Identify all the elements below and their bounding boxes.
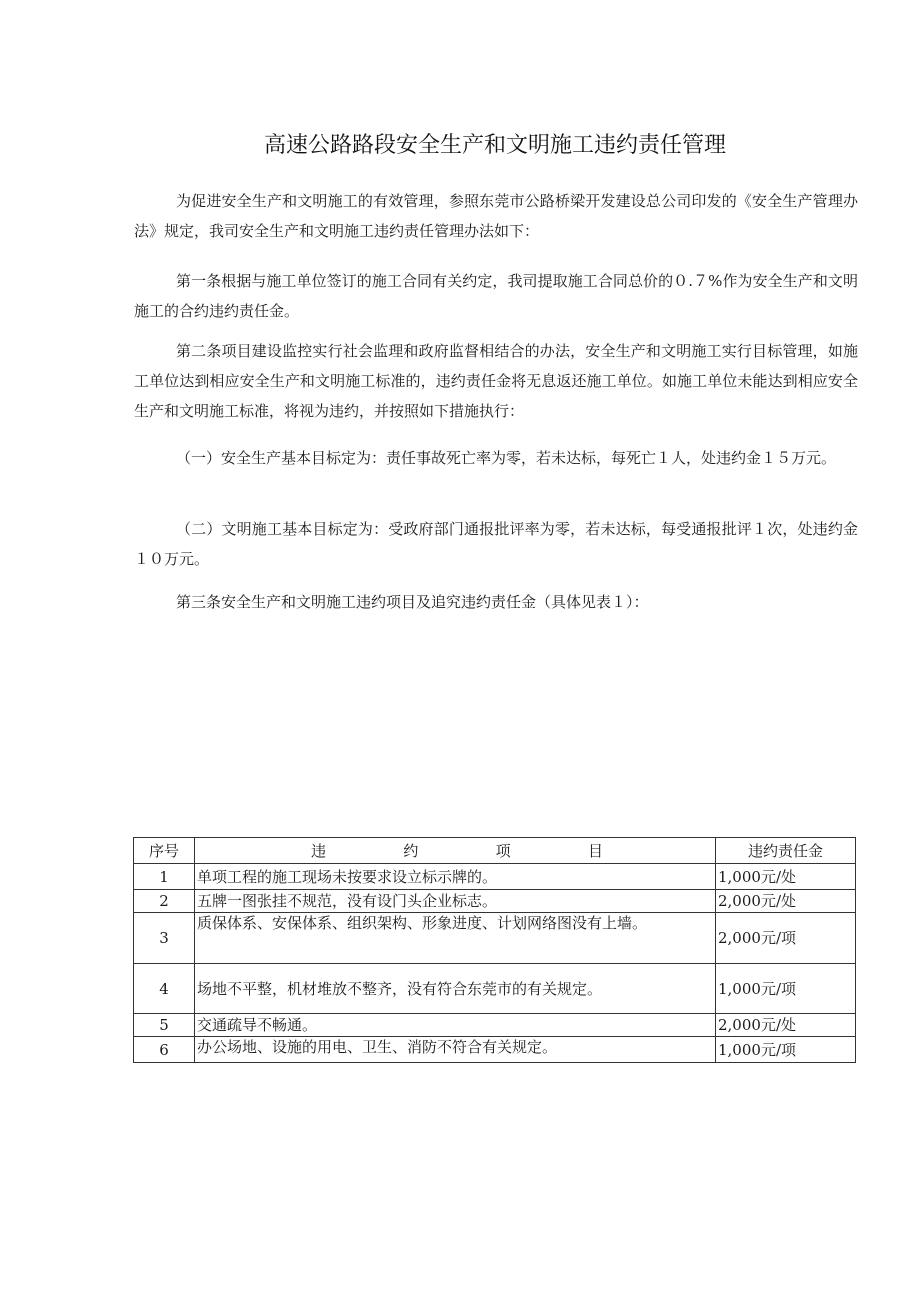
table-row (134, 1014, 856, 1037)
header-item-char: 约 (403, 841, 419, 860)
row-fee: 2,000元/处 (716, 890, 856, 913)
row-item: 五牌一图张挂不规范，没有设门头企业标志。 (195, 890, 716, 913)
row-fee: 1,000元/处 (716, 864, 856, 890)
table-row (134, 1037, 856, 1063)
row-no: 5 (134, 1014, 195, 1037)
row-item: 交通疏导不畅通。 (195, 1014, 716, 1037)
article-2-paragraph: 第二条项目建设监控实行社会监理和政府监督相结合的办法，安全生产和文明施工实行目标管理，如施工单位达到相应安全生产和文明施工标准的，违约责任金将无息返还施工单位。如施工单位未能达到相应安全生产和文明施工标准，将视为违约，并按照如下措施执行： (134, 342, 858, 420)
row-fee: 1,000元/项 (716, 964, 856, 1014)
row-item: 单项工程的施工现场未按要求设立标示牌的。 (195, 864, 716, 890)
row-no: 6 (134, 1037, 195, 1063)
row-no: 4 (134, 964, 195, 1014)
intro-paragraph: 为促进安全生产和文明施工的有效管理，参照东莞市公路桥梁开发建设总公司印发的《安全生产管理办法》规定，我司安全生产和文明施工违约责任管理办法如下： (134, 192, 858, 240)
article-1-paragraph: 第一条根据与施工单位签订的施工合同有关约定，我司提取施工合同总价的０.７%作为安全生产和文明施工的合约违约责任金。 (134, 272, 858, 320)
row-no: 3 (134, 913, 195, 964)
header-item-char: 项 (495, 841, 511, 860)
row-fee: 1,000元/项 (716, 1037, 856, 1063)
table-row (134, 913, 856, 964)
table-row (134, 864, 856, 890)
table-header-row (134, 838, 856, 864)
violation-table (133, 837, 856, 1063)
table-row (134, 890, 856, 913)
row-fee: 2,000元/项 (716, 913, 856, 964)
row-item: 质保体系、安保体系、组织架构、形象进度、计划网络图没有上墙。 (195, 913, 716, 964)
header-item-char: 目 (587, 841, 603, 860)
header-fee: 违约责任金 (716, 838, 856, 864)
header-item-char: 违 (311, 841, 327, 860)
document-title: 高速公路路段安全生产和文明施工违约责任管理 (263, 133, 726, 158)
clause-2-paragraph: （二）文明施工基本目标定为：受政府部门通报批评率为零，若未达标，每受通报批评１次，处违约金１０万元。 (134, 520, 858, 568)
row-fee: 2,000元/处 (716, 1014, 856, 1037)
row-item: 办公场地、设施的用电、卫生、消防不符合有关规定。 (195, 1037, 716, 1063)
row-no: 1 (134, 864, 195, 890)
header-no: 序号 (134, 838, 195, 864)
row-no: 2 (134, 890, 195, 913)
header-item (195, 838, 716, 864)
clause-1-paragraph: （一）安全生产基本目标定为：责任事故死亡率为零，若未达标，每死亡１人，处违约金１５万元。 (176, 449, 837, 467)
table-row (134, 964, 856, 1014)
row-item: 场地不平整，机材堆放不整齐，没有符合东莞市的有关规定。 (195, 964, 716, 1014)
article-3-paragraph: 第三条安全生产和文明施工违约项目及追究违约责任金（具体见表１）： (176, 593, 649, 611)
